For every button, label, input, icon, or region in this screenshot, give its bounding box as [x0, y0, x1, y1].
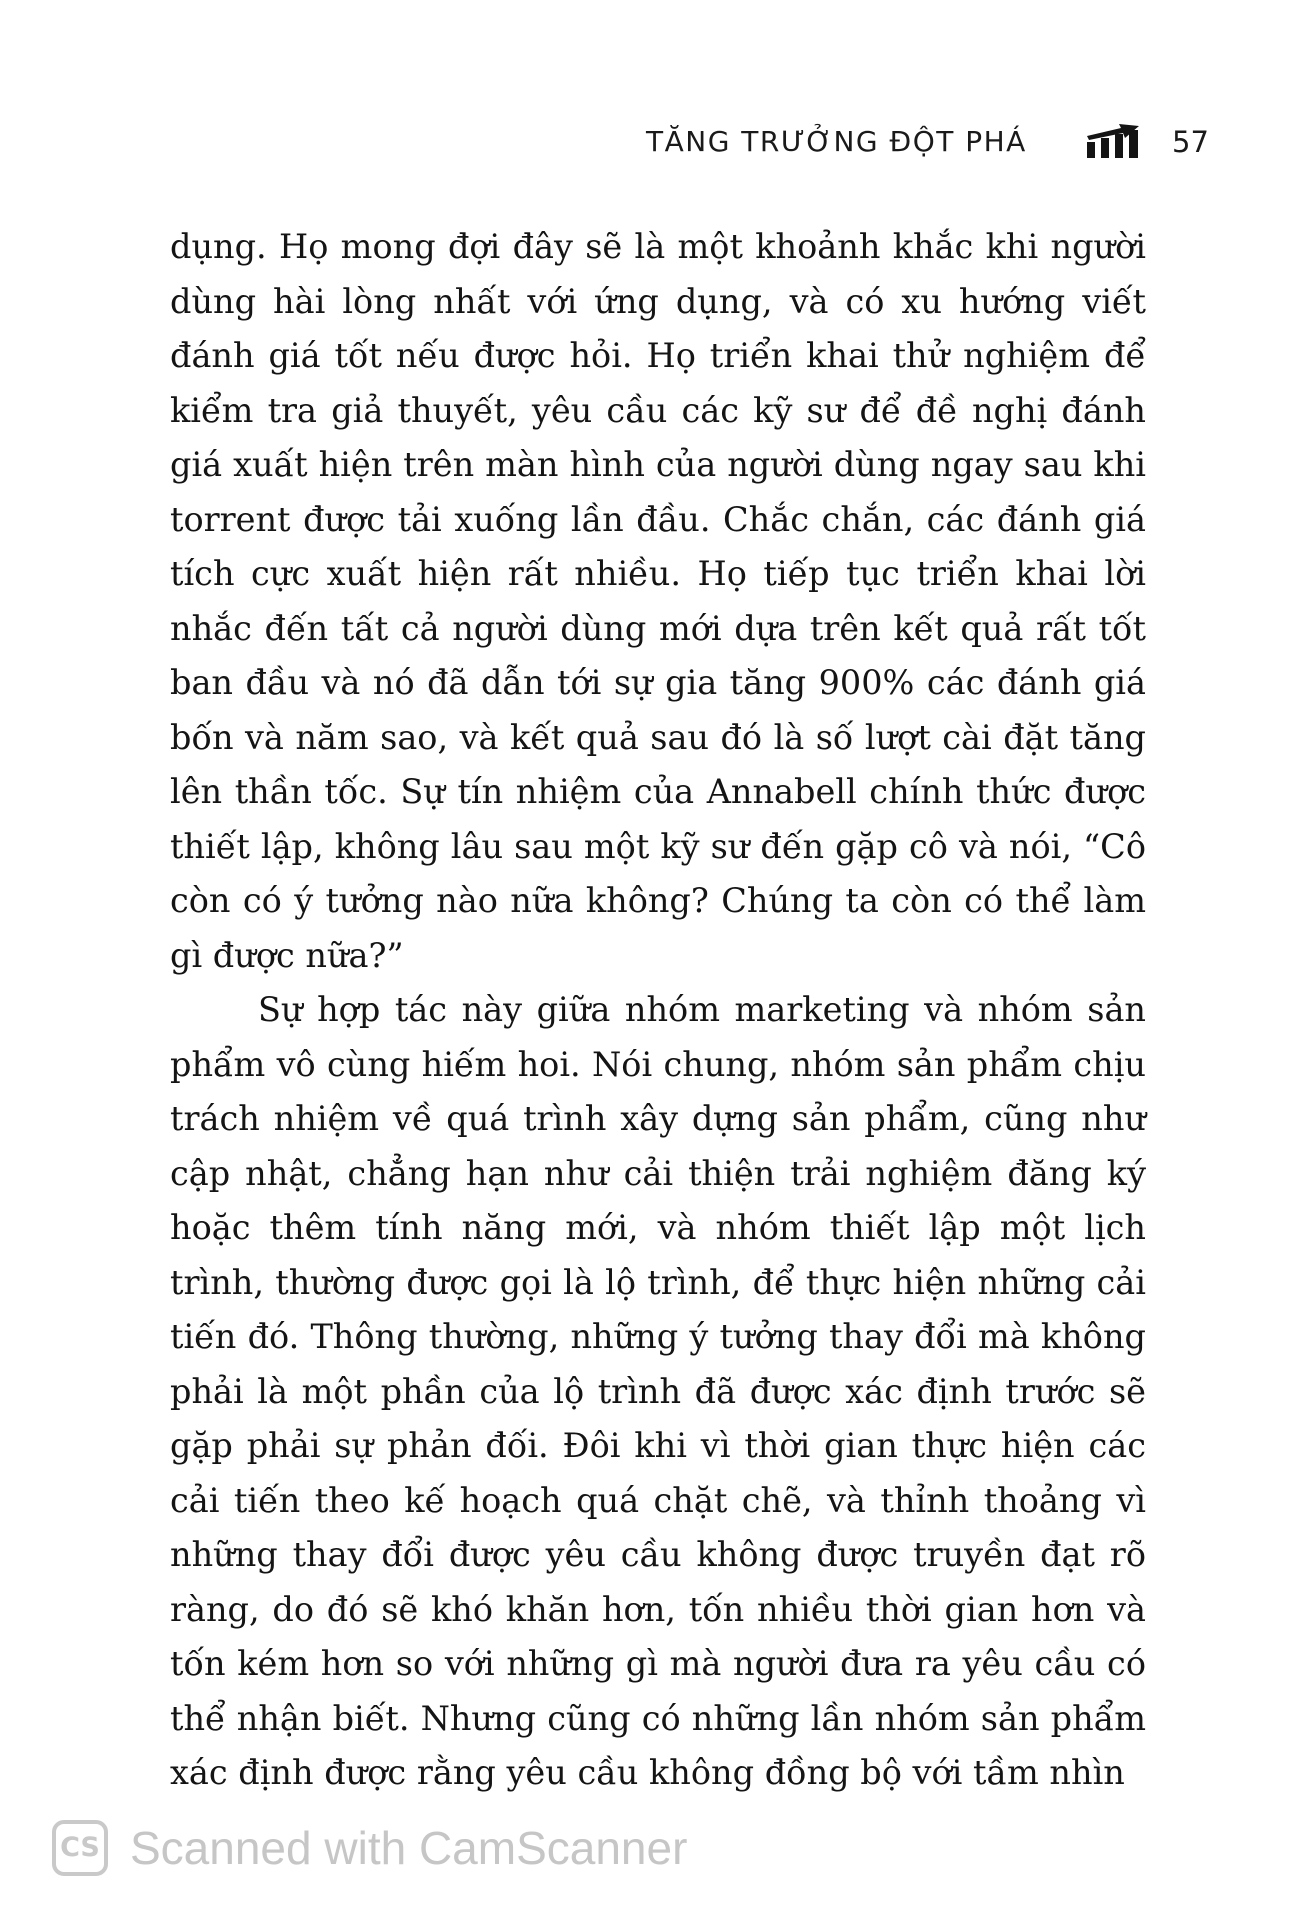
body-text [170, 220, 1146, 1801]
running-title: TĂNG TRƯỞNG ĐỘT PHÁ [646, 125, 1027, 158]
watermark-text: Scanned with CamScanner [130, 1822, 688, 1874]
page-number: 57 [1172, 125, 1209, 159]
paragraph: Sự hợp tác này giữa nhóm marketing và nhóm sản phẩm vô cùng hiếm hoi. Nói chung, nhóm sản phẩm chịu trách nhiệm về quá trình xây dựng sản phẩm, cũng như cập nhật, chẳng hạn như cải thiện trải nghiệm đăng ký hoặc thêm tính năng mới, và nhóm thiết lập một lịch trình, thường được gọi là lộ trình, để thực hiện những cải tiến đó. Thông thường, những ý tưởng thay đổi mà không phải là một phần của lộ trình đã được xác định trước sẽ gặp phải sự phản đối. Đôi khi vì thời gian thực hiện các cải tiến theo kế hoạch quá chặt chẽ, và thỉnh thoảng vì những thay đổi được yêu cầu không được truyền đạt rõ ràng, do đó sẽ khó khăn hơn, tốn nhiều thời gian hơn và tốn kém hơn so với những gì mà người đưa ra yêu cầu có thể nhận biết. Nhưng cũng có những lần nhóm sản phẩm xác định được rằng yêu cầu không đồng bộ với tầm nhìn [170, 990, 1146, 1792]
running-header [0, 122, 1312, 162]
camscanner-logo-icon: CS [52, 1820, 108, 1876]
growth-bars-icon [1085, 124, 1141, 160]
camscanner-watermark [52, 1818, 752, 1878]
paragraph: dụng. Họ mong đợi đây sẽ là một khoảnh khắc khi người dùng hài lòng nhất với ứng dụng, và có xu hướng viết đánh giá tốt nếu được hỏi. Họ triển khai thử nghiệm để kiểm tra giả thuyết, yêu cầu các kỹ sư để đề nghị đánh giá xuất hiện trên màn hình của người dùng ngay sau khi torrent được tải xuống lần đầu. Chắc chắn, các đánh giá tích cực xuất hiện rất nhiều. Họ tiếp tục triển khai lời nhắc đến tất cả người dùng mới dựa trên kết quả rất tốt ban đầu và nó đã dẫn tới sự gia tăng 900% các đánh giá bốn và năm sao, và kết quả sau đó là số lượt cài đặt tăng lên thần tốc. Sự tín nhiệm của Annabell chính thức được thiết lập, không lâu sau một kỹ sư đến gặp cô và nói, “Cô còn có ý tưởng nào nữa không? Chúng ta còn có thể làm gì được nữa?” [170, 227, 1146, 975]
